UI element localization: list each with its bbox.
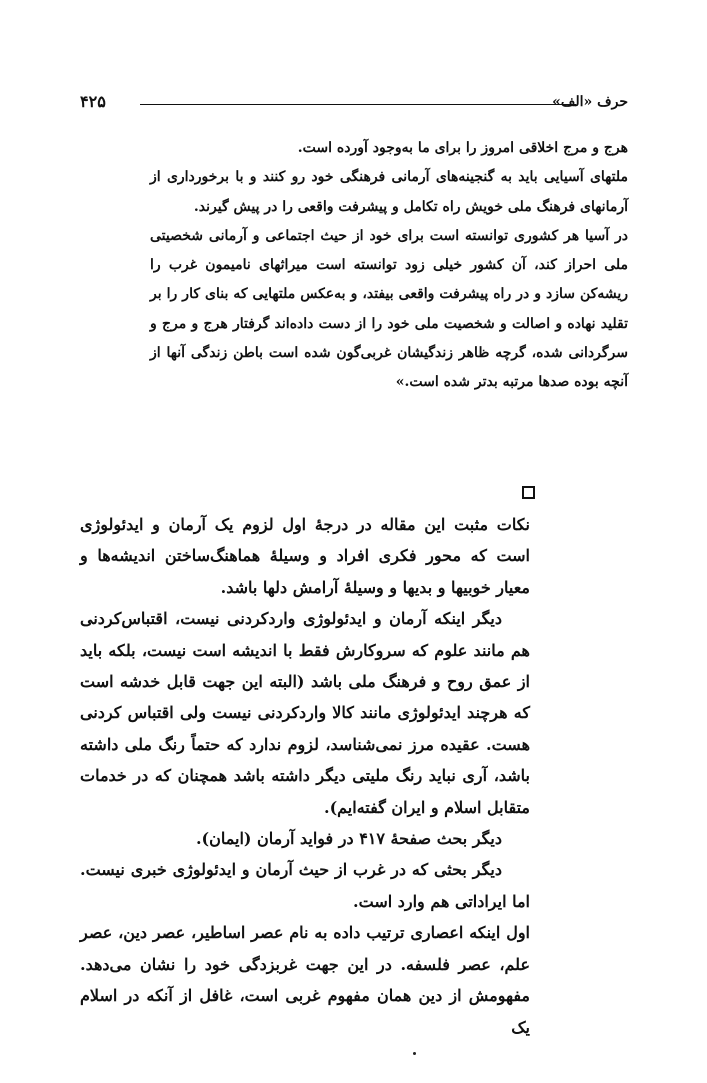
body-paragraph: نکات مثبت این مقاله در درجهٔ اول لزوم یک آرمان و ایدئولوژی است که محور فکری افراد و وسیلهٔ هماهنگ‌ساختن اندیشه‌ها و معیار خوبیها و بدیها و وسیلهٔ آرامش دلها باشد.	[80, 515, 530, 597]
footer-dot	[413, 1052, 416, 1055]
quote-paragraph: ملتهای آسیایی باید به گنجینه‌های آرمانی فرهنگی خود رو کنند و با برخورداری از آرمانهای فرهنگ ملی خویش راه تکامل و پیشرفت واقعی را در پیش گیرند.	[150, 169, 628, 215]
body-paragraph: دیگر بحثی که در غرب از حیث آرمان و ایدئولوژی خبری نیست. اما ایراداتی هم وارد است.	[80, 860, 530, 911]
header-rule	[140, 104, 576, 105]
quote-paragraph: هرج و مرج اخلاقی امروز را برای ما به‌وجود آورده است.	[297, 140, 628, 156]
main-text	[80, 509, 530, 1043]
body-paragraph: اول اینکه اعصاری ترتیب داده به نام عصر اساطیر، عصر دین، عصر علم، عصر فلسفه. در این جهت غربزدگی خود را نشان می‌دهد. مفهومش از دین همان مفهوم غربی است، غافل از آنکه در اسلام یک	[80, 923, 531, 1037]
page-number: ۴۲۵	[80, 92, 106, 111]
quote-paragraph: در آسیا هر کشوری توانسته است برای خود از حیث اجتماعی و آرمانی شخصیتی ملی احراز کند، آن کشور خیلی زود توانسته است میراثهای نامیمون غرب را ریشه‌کن سازد و در راه پیشرفت واقعی بیفتد، و به‌عکس ملتهایی که بنای کار را بر تقلید نهاده و اصالت و شخصیت ملی خود را از دست داده‌اند گرفتار هرج و مرج و سرگردانی شده، گرچه ظاهر زندگیشان غربی‌گون شده است باطن زندگی آنها از آنچه بوده صدها مرتبه بدتر شده است.»	[150, 227, 628, 391]
body-paragraph: دیگر بحث صفحهٔ ۴۱۷ در فواید آرمان (ایمان).	[195, 829, 502, 849]
section-square-icon	[522, 486, 535, 499]
section-title: حرف «الف»	[552, 94, 628, 110]
body-paragraph: دیگر اینکه آرمان و ایدئولوژی واردکردنی نیست، اقتباس‌کردنی هم مانند علوم که سروکارش فقط با اندیشه است نیست، بلکه باید از عمق روح و فرهنگ ملی باشد (البته این جهت قابل خدشه است که هرچند ایدئولوژی مانند کالا واردکردنی نیست ولی اقتباس کردنی هست. عقیده مرز نمی‌شناسد، لزوم ندارد که حتماً رنگ ملی داشته باشد، آری نباید رنگ ملیتی دیگر داشته باشد همچنان که در خدمات متقابل اسلام و ایران گفته‌ایم).	[80, 609, 530, 817]
running-header	[80, 92, 628, 114]
quoted-passage	[150, 134, 628, 398]
